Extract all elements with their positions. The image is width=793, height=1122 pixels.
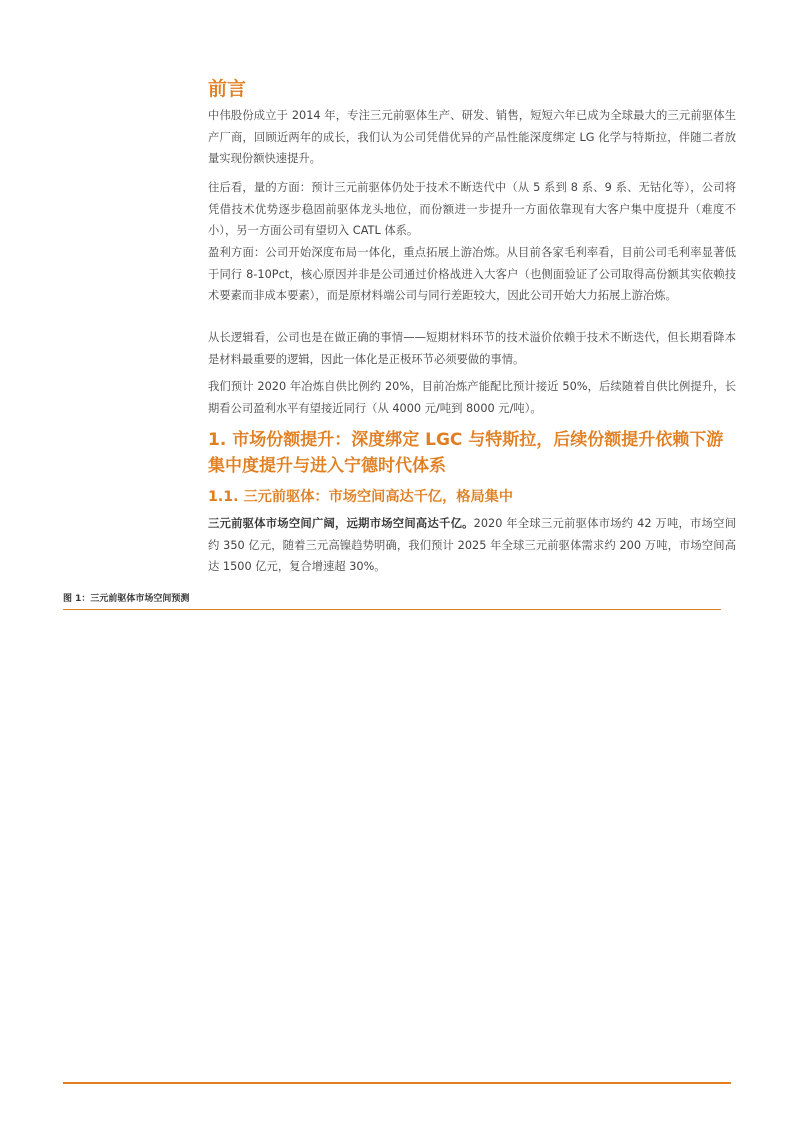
figure-1-rule xyxy=(63,609,721,610)
preface-paragraph-2: 往后看，量的方面：预计三元前驱体仍处于技术不断迭代中（从 5 系到 8 系、9 系、无钴化等），公司将凭借技术优势逐步稳固前驱体龙头地位，而份额进一步提升一方面依靠现有大客户集中度提升（难度不小），另一方面公司有望切入 CATL 体系。 xyxy=(208,181,736,238)
figure-1-caption: 图 1：三元前驱体市场空间预测 xyxy=(63,594,190,604)
preface-title: 前言 xyxy=(208,78,247,100)
section-1-1-paragraph xyxy=(208,513,736,578)
lead-body-text: 2020 年全球三元前驱体市场约 42 万吨，市场空间约 350 亿元，随着三元高镍趋势明确，我们预计 2025 年全球三元前驱体需求约 200 万吨，市场空间高达 1500 亿元，复合增速超 30%。 xyxy=(208,517,736,574)
preface-paragraph-4: 从长逻辑看，公司也是在做正确的事情——短期材料环节的技术溢价依赖于技术不断迭代，但长期看降本是材料最重要的逻辑，因此一体化是正极环节必须要做的事情。 xyxy=(208,331,736,366)
lead-bold-text: 三元前驱体市场空间广阔，远期市场空间高达千亿。 xyxy=(208,517,474,530)
section-1-1-heading: 1.1. 三元前驱体：市场空间高达千亿，格局集中 xyxy=(208,489,514,505)
preface-paragraph-3: 盈利方面：公司开始深度布局一体化，重点拓展上游冶炼。从目前各家毛利率看，目前公司毛利率显著低于同行 8-10Pct，核心原因并非是公司通过价格战进入大客户（也侧面验证了公司取得高份额其实依赖技术要素而非成本要素），而是原材料端公司与同行差距较大，因此公司开始大力拓展上游冶炼。 xyxy=(208,246,736,303)
section-1-heading: 1. 市场份额提升：深度绑定 LGC 与特斯拉，后续份额提升依赖下游集中度提升与进入宁德时代体系 xyxy=(208,430,724,476)
preface-paragraph-1: 中伟股份成立于 2014 年，专注三元前驱体生产、研发、销售，短短六年已成为全球最大的三元前驱体生产厂商，回顾近两年的成长，我们认为公司凭借优异的产品性能深度绑定 LG 化学与特斯拉，伴随二者放量实现份额快速提升。 xyxy=(208,109,737,166)
footer-rule xyxy=(63,1082,731,1084)
preface-paragraph-5: 我们预计 2020 年冶炼自供比例约 20%，目前冶炼产能配比预计接近 50%，后续随着自供比例提升，长期看公司盈利水平有望接近同行（从 4000 元/吨到 8000 元/吨）。 xyxy=(208,380,736,415)
